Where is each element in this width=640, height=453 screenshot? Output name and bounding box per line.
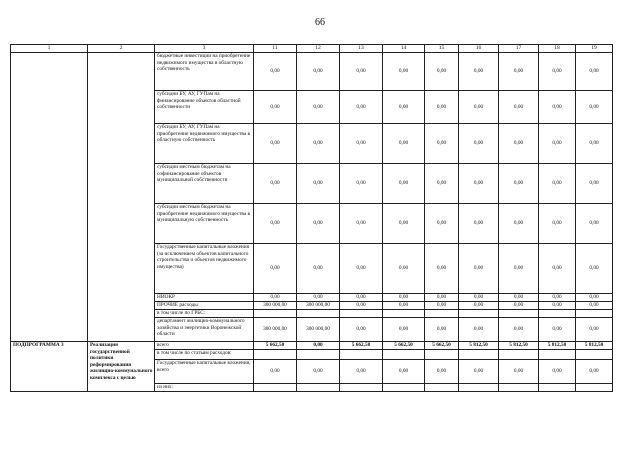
value-cell <box>539 310 576 318</box>
header-cell: 16 <box>459 45 499 53</box>
value-cell: 0,00 <box>297 294 340 302</box>
value-cell: 0,00 <box>383 302 425 310</box>
value-cell: 0,00 <box>297 244 340 294</box>
value-cell <box>425 384 459 392</box>
header-cell: 12 <box>297 45 340 53</box>
value-cell: 0,00 <box>254 360 297 384</box>
value-cell: 0,00 <box>254 204 297 244</box>
value-cell <box>576 350 613 360</box>
value-cell: 0,00 <box>459 318 499 342</box>
value-cell: 0,00 <box>340 302 383 310</box>
value-cell: 0,00 <box>539 302 576 310</box>
expense-label: бюджетные инвестиции на приобретение недвижимого имущества в областную собственность <box>155 53 254 91</box>
value-cell: 0,00 <box>425 294 459 302</box>
expense-label: Государственные капитальные вложения, всего <box>155 360 254 384</box>
value-cell: 0,00 <box>340 360 383 384</box>
value-cell: 0,00 <box>297 204 340 244</box>
value-cell: 0,00 <box>254 164 297 204</box>
value-cell: 0,00 <box>425 53 459 91</box>
value-cell: 0,00 <box>425 164 459 204</box>
expense-label: всего <box>155 342 254 350</box>
value-cell <box>459 350 499 360</box>
expense-label: из них: <box>155 384 254 392</box>
value-cell: 0,00 <box>383 164 425 204</box>
value-cell <box>499 384 539 392</box>
expense-label: в том числе по статьям расходов: <box>155 350 254 360</box>
value-cell: 0,00 <box>576 204 613 244</box>
value-cell: 0,00 <box>459 294 499 302</box>
program-code-cell <box>11 53 88 342</box>
value-cell: 0,00 <box>425 91 459 124</box>
value-cell: 0,00 <box>254 91 297 124</box>
value-cell: 0,00 <box>340 244 383 294</box>
value-cell: 0,00 <box>459 164 499 204</box>
value-cell: 0,00 <box>499 360 539 384</box>
value-cell: 0,00 <box>539 360 576 384</box>
value-cell: 0,00 <box>340 164 383 204</box>
value-cell: 0,00 <box>576 91 613 124</box>
value-cell: 0,00 <box>340 124 383 164</box>
value-cell: 0,00 <box>576 124 613 164</box>
value-cell: 0,00 <box>499 244 539 294</box>
value-cell: 0,00 <box>340 204 383 244</box>
value-cell: 0,00 <box>425 244 459 294</box>
header-cell: 13 <box>340 45 383 53</box>
value-cell: 0,00 <box>425 318 459 342</box>
value-cell <box>254 310 297 318</box>
value-cell: 0,00 <box>297 91 340 124</box>
value-cell: 0,00 <box>499 302 539 310</box>
value-cell: 0,00 <box>425 302 459 310</box>
value-cell: 0,00 <box>340 53 383 91</box>
value-cell: 0,00 <box>340 294 383 302</box>
value-cell: 0,00 <box>459 91 499 124</box>
subprogram-name: Реализация государственной политики реформирования жилищно-коммунального комплекса с целью <box>88 342 155 392</box>
value-cell <box>499 310 539 318</box>
value-cell: 5 662,50 <box>383 342 425 350</box>
program-name-cell <box>88 53 155 342</box>
value-cell <box>297 310 340 318</box>
value-cell: 0,00 <box>254 244 297 294</box>
value-cell: 0,00 <box>254 294 297 302</box>
page-number: 66 <box>315 17 325 28</box>
header-cell: 3 <box>155 45 254 53</box>
header-cell: 18 <box>539 45 576 53</box>
value-cell: 0,00 <box>576 164 613 204</box>
header-cell: 2 <box>88 45 155 53</box>
value-cell: 0,00 <box>383 124 425 164</box>
value-cell <box>383 350 425 360</box>
expense-label: субсидии БУ, АУ, ГУПам на финансирование объектов областной собственности <box>155 91 254 124</box>
value-cell: 0,00 <box>459 204 499 244</box>
expense-label: в том числе по ГРБС: <box>155 310 254 318</box>
value-cell: 0,00 <box>425 124 459 164</box>
value-cell <box>425 310 459 318</box>
value-cell <box>383 384 425 392</box>
value-cell: 0,00 <box>340 318 383 342</box>
expense-label: субсидии местным бюджетам на приобретение недвижимого имущества в муниципальную собственность <box>155 204 254 244</box>
value-cell: 0,00 <box>499 318 539 342</box>
table-row <box>11 53 613 91</box>
value-cell: 5 812,50 <box>539 342 576 350</box>
value-cell: 0,00 <box>297 342 340 350</box>
value-cell: 0,00 <box>340 91 383 124</box>
value-cell: 0,00 <box>383 53 425 91</box>
value-cell <box>340 350 383 360</box>
value-cell <box>576 384 613 392</box>
value-cell: 0,00 <box>576 360 613 384</box>
value-cell: 300 000,00 <box>254 318 297 342</box>
value-cell: 0,00 <box>297 360 340 384</box>
value-cell: 5 662,50 <box>340 342 383 350</box>
value-cell: 5 812,50 <box>576 342 613 350</box>
value-cell <box>254 384 297 392</box>
value-cell <box>340 384 383 392</box>
value-cell: 0,00 <box>539 204 576 244</box>
value-cell: 0,00 <box>254 124 297 164</box>
value-cell: 0,00 <box>576 244 613 294</box>
value-cell <box>459 384 499 392</box>
value-cell: 0,00 <box>254 53 297 91</box>
value-cell: 0,00 <box>425 360 459 384</box>
expense-label: ПРОЧИЕ расходы <box>155 302 254 310</box>
value-cell: 0,00 <box>539 244 576 294</box>
value-cell: 0,00 <box>459 244 499 294</box>
header-cell: 15 <box>425 45 459 53</box>
value-cell <box>499 350 539 360</box>
value-cell: 0,00 <box>499 204 539 244</box>
expense-label: департамент жилищно-коммунального хозяйства и энергетики Воронежской области <box>155 318 254 342</box>
value-cell: 0,00 <box>499 124 539 164</box>
value-cell <box>383 310 425 318</box>
value-cell: 0,00 <box>576 318 613 342</box>
header-cell: 11 <box>254 45 297 53</box>
subprogram-code: ПОДПРОГРАММА 3 <box>11 342 88 392</box>
expense-label: субсидии местным бюджетам на софинансирование объектов муниципальной собственности <box>155 164 254 204</box>
value-cell: 300 000,00 <box>254 302 297 310</box>
value-cell: 0,00 <box>297 124 340 164</box>
value-cell: 0,00 <box>499 294 539 302</box>
value-cell <box>539 384 576 392</box>
value-cell: 300 000,00 <box>297 318 340 342</box>
value-cell: 0,00 <box>297 53 340 91</box>
subprogram-row <box>11 342 613 350</box>
value-cell: 5 812,50 <box>499 342 539 350</box>
expense-label: субсидии БУ, АУ, ГУПам на приобретение недвижимого имущества в областную собственность <box>155 124 254 164</box>
expense-label: НИОКР <box>155 294 254 302</box>
value-cell: 0,00 <box>383 204 425 244</box>
value-cell: 0,00 <box>539 318 576 342</box>
value-cell <box>576 310 613 318</box>
value-cell: 0,00 <box>576 302 613 310</box>
value-cell: 300 000,00 <box>297 302 340 310</box>
value-cell: 0,00 <box>383 318 425 342</box>
value-cell: 0,00 <box>297 164 340 204</box>
header-cell: 14 <box>383 45 425 53</box>
value-cell: 5 812,50 <box>459 342 499 350</box>
value-cell: 0,00 <box>459 302 499 310</box>
header-cell: 17 <box>499 45 539 53</box>
value-cell: 0,00 <box>425 204 459 244</box>
value-cell: 0,00 <box>459 53 499 91</box>
value-cell <box>539 350 576 360</box>
value-cell: 0,00 <box>499 164 539 204</box>
value-cell: 0,00 <box>383 360 425 384</box>
value-cell <box>297 350 340 360</box>
value-cell: 0,00 <box>459 124 499 164</box>
value-cell: 0,00 <box>576 53 613 91</box>
value-cell: 0,00 <box>576 294 613 302</box>
value-cell: 0,00 <box>383 91 425 124</box>
value-cell: 0,00 <box>539 294 576 302</box>
header-row <box>11 45 613 53</box>
header-cell: 1 <box>11 45 88 53</box>
value-cell <box>254 350 297 360</box>
value-cell: 0,00 <box>499 91 539 124</box>
value-cell: 0,00 <box>383 294 425 302</box>
value-cell: 5 662,50 <box>425 342 459 350</box>
value-cell: 0,00 <box>539 164 576 204</box>
value-cell <box>297 384 340 392</box>
value-cell <box>459 310 499 318</box>
value-cell: 0,00 <box>499 53 539 91</box>
value-cell: 5 662,50 <box>254 342 297 350</box>
value-cell: 0,00 <box>539 91 576 124</box>
value-cell: 0,00 <box>459 360 499 384</box>
budget-table <box>10 44 613 392</box>
value-cell: 0,00 <box>539 53 576 91</box>
value-cell <box>340 310 383 318</box>
value-cell: 0,00 <box>539 124 576 164</box>
expense-label: Государственные капитальные вложения (за исключением объектов капитального строительства и объектов недвижимого имущества) <box>155 244 254 294</box>
value-cell: 0,00 <box>383 244 425 294</box>
value-cell <box>425 350 459 360</box>
header-cell: 19 <box>576 45 613 53</box>
